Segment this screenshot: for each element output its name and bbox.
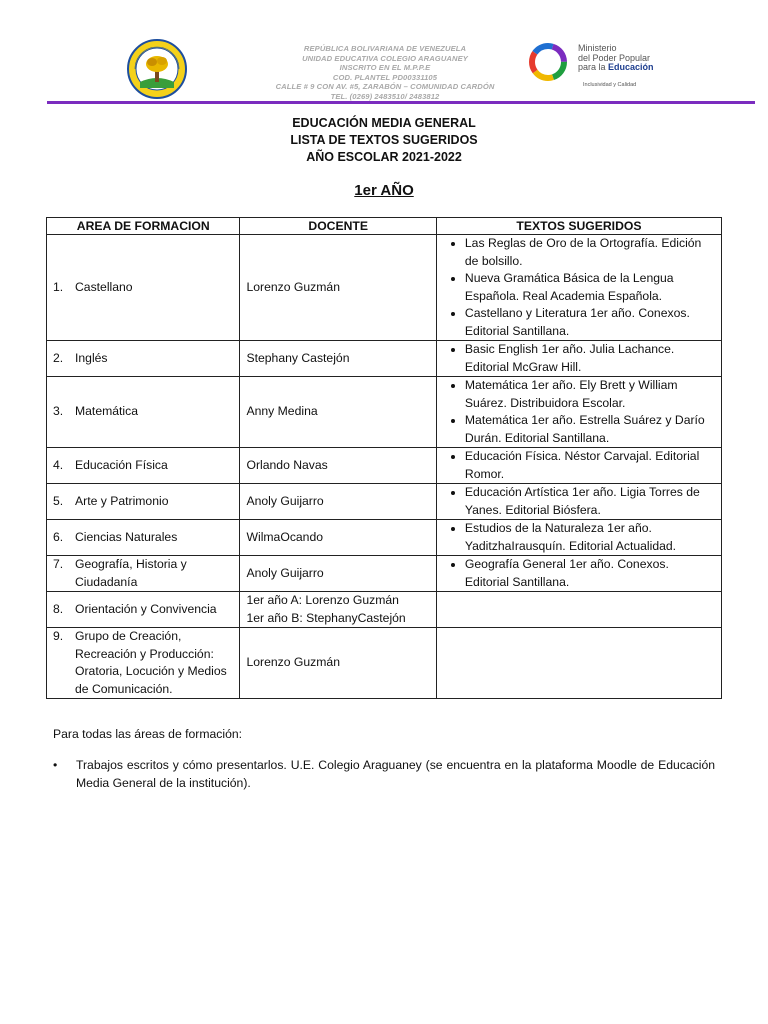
area-cell [47, 556, 240, 592]
texts-list [437, 341, 721, 376]
texts-cell [436, 520, 721, 556]
table-row [47, 377, 722, 448]
list-item: • Castellano y Literatura 1er año. Conexos. Editorial Santillana. [465, 305, 715, 340]
address-line: CALLE # 9 CON AV. #5, ZARABÓN – COMUNIDAD CARDÓN [275, 82, 495, 92]
row-number: 7. [53, 557, 64, 571]
list-item: • Educación Física. Néstor Carvajal. Editorial Romor. [465, 448, 715, 483]
teacher-cell [240, 520, 436, 556]
header-texts: TEXTOS SUGERIDOS [436, 218, 721, 235]
school-logo [126, 38, 188, 100]
area-cell [47, 448, 240, 484]
teacher-cell [240, 377, 436, 448]
area-name: Inglés [75, 350, 108, 365]
ministry-ring-icon [528, 40, 576, 88]
footer-bullet-item [53, 757, 715, 792]
area-cell [47, 377, 240, 448]
registration-line: INSCRITO EN EL M.P.P.E [339, 63, 431, 73]
institution-info [240, 44, 530, 102]
texts-cell [436, 556, 721, 592]
table-row [47, 235, 722, 341]
row-number: 1. [53, 279, 64, 294]
list-item: • Las Reglas de Oro de la Ortografía. Edición de bolsillo. [465, 235, 715, 270]
teacher-name: WilmaOcando [246, 529, 324, 544]
texts-cell [436, 448, 721, 484]
list-item: • Matemática 1er año. Ely Brett y William Suárez. Distribuidora Escolar. [465, 377, 715, 412]
teacher-name: Stephany Castejón [246, 350, 350, 365]
list-item: • Educación Artística 1er año. Ligia Torres de Yanes. Editorial Biósfera. [465, 484, 715, 519]
list-item: • Nueva Gramática Básica de la Lengua Española. Real Academia Española. [465, 270, 715, 305]
country-line: REPÚBLICA BOLIVARIANA DE VENEZUELA [303, 44, 467, 53]
table-row [47, 628, 722, 699]
area-name: Arte y Patrimonio [75, 493, 169, 508]
footer-bullet-text: Trabajos escritos y cómo presentarlos. U.E. Colegio Araguaney (se encuentra en la plataforma Moodle de Educación Media General de la institución). [76, 758, 715, 790]
teacher-cell [240, 628, 436, 699]
document-titles [0, 115, 768, 166]
row-number: 4. [53, 457, 64, 472]
table-header-row [47, 218, 722, 235]
footer-intro: Para todas las áreas de formación: [53, 727, 243, 741]
row-number: 2. [53, 350, 64, 365]
texts-cell [436, 341, 721, 377]
school-code-line: COD. PLANTEL PD00331105 [332, 72, 438, 82]
ministry-slogan: Inclusividad y Calidad [583, 82, 637, 88]
area-name: Matemática [75, 404, 138, 419]
list-item: • Basic English 1er año. Julia Lachance. Editorial McGraw Hill. [465, 341, 715, 376]
area-name: Orientación y Convivencia [75, 601, 217, 616]
area-cell [47, 592, 240, 628]
teacher-cell [240, 484, 436, 520]
teacher-cell [240, 341, 436, 377]
teacher-cell [240, 235, 436, 341]
title-list: LISTA DE TEXTOS SUGERIDOS [290, 133, 478, 147]
texts-list [437, 520, 721, 555]
area-name: Educación Física [75, 457, 168, 472]
texts-cell [436, 235, 721, 341]
teacher-name: Orlando Navas [246, 457, 328, 472]
school-name-line: UNIDAD EDUCATIVA COLEGIO ARAGUANEY [302, 53, 468, 63]
table-row [47, 484, 722, 520]
teacher-name: 1er año A: Lorenzo Guzmán [246, 593, 399, 607]
texts-cell [436, 592, 721, 628]
row-number: 5. [53, 493, 64, 508]
row-number: 9. [53, 629, 64, 643]
teacher-name: Anoly Guijarro [246, 493, 324, 508]
teacher-name: Lorenzo Guzmán [246, 279, 340, 294]
texts-cell [436, 628, 721, 699]
texts-list [437, 484, 721, 519]
table-row [47, 341, 722, 377]
list-item: • Geografía General 1er año. Conexos. Editorial Santillana. [465, 556, 715, 591]
table-row [47, 556, 722, 592]
texts-list [437, 448, 721, 483]
teacher-name: Anoly Guijarro [246, 565, 324, 580]
ministry-name: Ministerio del Poder Popular para la Educación [578, 43, 654, 73]
header-teacher: DOCENTE [240, 218, 436, 235]
area-name: Ciencias Naturales [75, 529, 178, 544]
suggested-texts-table [46, 217, 722, 699]
table-row [47, 448, 722, 484]
title-level: EDUCACIÓN MEDIA GENERAL [292, 116, 476, 130]
row-number: 8. [53, 601, 64, 616]
grade-heading: 1er AÑO [354, 182, 414, 199]
teacher-cell [240, 556, 436, 592]
phone-line: TEL. (0269) 2483510/ 2483812 [330, 91, 440, 101]
texts-list [437, 235, 721, 340]
area-cell [47, 235, 240, 341]
teacher-cell [240, 448, 436, 484]
header-divider [47, 101, 755, 104]
teacher-cell [240, 592, 436, 628]
teacher-name: 1er año B: StephanyCastejón [246, 610, 406, 625]
school-seal-icon [126, 38, 188, 100]
table-body [47, 235, 722, 699]
ministry-logo [528, 40, 658, 92]
letterhead [0, 0, 768, 106]
list-item: • Estudios de la Naturaleza 1er año. YaditzhaIrausquín. Editorial Actualidad. [465, 520, 715, 555]
texts-cell [436, 484, 721, 520]
area-cell [47, 341, 240, 377]
area-name: Castellano [75, 279, 133, 294]
texts-list [437, 556, 721, 591]
area-name: Geografía, Historia y Ciudadanía [75, 557, 187, 589]
texts-cell [436, 377, 721, 448]
area-cell [47, 628, 240, 699]
table-row [47, 520, 722, 556]
row-number: 6. [53, 529, 64, 544]
teacher-name: Lorenzo Guzmán [246, 655, 340, 670]
area-cell [47, 520, 240, 556]
table-row [47, 592, 722, 628]
texts-list [437, 377, 721, 447]
area-cell [47, 484, 240, 520]
list-item: • Matemática 1er año. Estrella Suárez y Darío Durán. Editorial Santillana. [465, 412, 715, 447]
area-name: Grupo de Creación, Recreación y Producción: Oratoria, Locución y Medios de Comunicación. [75, 629, 227, 696]
bullet-icon: • [53, 758, 58, 772]
row-number: 3. [53, 404, 64, 419]
header-area: AREA DE FORMACION [47, 218, 240, 235]
title-school-year: AÑO ESCOLAR 2021-2022 [306, 150, 462, 164]
teacher-name: Anny Medina [246, 404, 318, 419]
